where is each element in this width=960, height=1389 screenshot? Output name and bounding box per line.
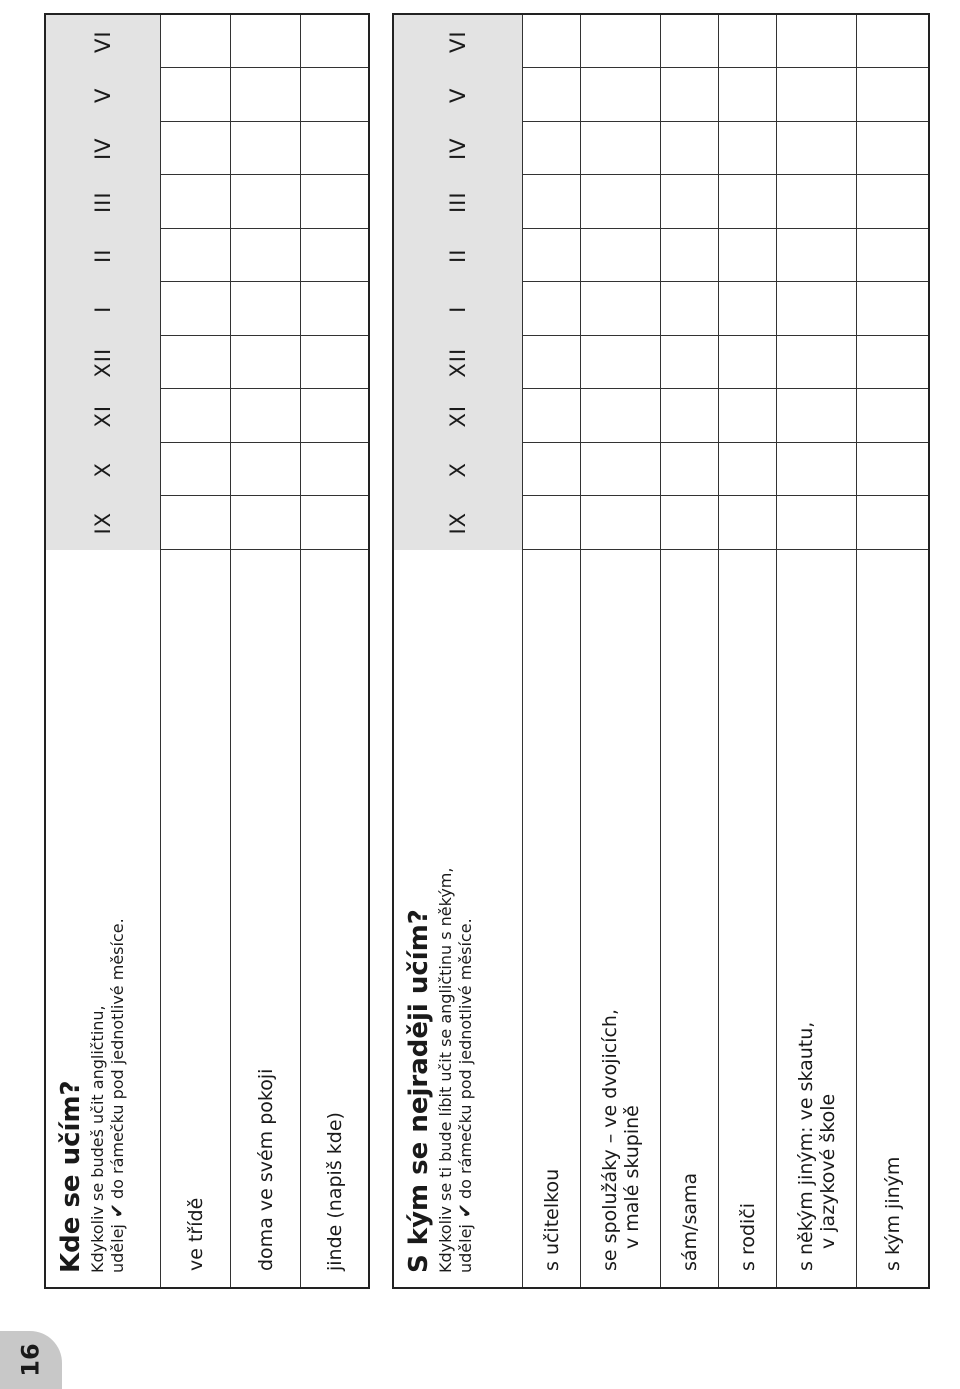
- checkbox-cell[interactable]: [161, 443, 230, 497]
- checkbox-cell[interactable]: [581, 122, 660, 176]
- where-month-headers: [46, 15, 160, 550]
- checkbox-cell[interactable]: [523, 69, 580, 123]
- where-instruction-line1: Kdykoliv se budeš učit angličtinu,: [88, 1005, 107, 1273]
- checkbox-cell[interactable]: [231, 390, 300, 444]
- checkbox-cell[interactable]: [301, 497, 368, 551]
- checkbox-cell[interactable]: [301, 176, 368, 230]
- month-header: VI: [446, 30, 470, 54]
- where-rows: [160, 15, 368, 1287]
- row-label: s kým jiným: [881, 1156, 904, 1271]
- month-header: IX: [446, 511, 470, 535]
- checkbox-cell[interactable]: [777, 283, 856, 337]
- with-whom-instruction-udelej: udělej: [456, 1224, 475, 1273]
- month-header: VI: [91, 30, 115, 54]
- checkbox-cell[interactable]: [661, 336, 718, 390]
- month-header: I: [446, 305, 470, 313]
- where-instruction-line2: [108, 564, 128, 1273]
- checkbox-cell[interactable]: [777, 336, 856, 390]
- row-label: s učitelkou: [540, 1168, 563, 1271]
- checkbox-cell[interactable]: [777, 229, 856, 283]
- checkbox-cell[interactable]: [301, 390, 368, 444]
- month-header: II: [91, 248, 115, 263]
- month-header: X: [91, 462, 115, 478]
- checkbox-cell[interactable]: [857, 69, 928, 123]
- with-whom-table: [392, 13, 930, 1289]
- checkmark-icon: ✔: [107, 1203, 128, 1219]
- checkbox-cell[interactable]: [231, 336, 300, 390]
- month-header: IV: [91, 137, 115, 161]
- checkbox-cell[interactable]: [231, 15, 300, 69]
- checkmark-icon: ✔: [455, 1203, 476, 1219]
- table-row: [660, 15, 718, 1287]
- checkbox-cell[interactable]: [719, 443, 776, 497]
- checkbox-cell[interactable]: [857, 390, 928, 444]
- checkbox-cell[interactable]: [523, 497, 580, 551]
- table-row: [230, 15, 300, 1287]
- where-instruction-rest: do rámečku pod jednotlivé měsíce.: [108, 918, 127, 1200]
- checkbox-cell[interactable]: [301, 283, 368, 337]
- with-whom-rows: [522, 15, 928, 1287]
- checkbox-cell[interactable]: [777, 176, 856, 230]
- checkbox-cell[interactable]: [857, 229, 928, 283]
- checkbox-cell[interactable]: [523, 122, 580, 176]
- checkbox-cell[interactable]: [581, 176, 660, 230]
- checkbox-cell[interactable]: [777, 69, 856, 123]
- row-label: s rodiči: [736, 1202, 759, 1271]
- where-header-text: [46, 550, 160, 1287]
- checkbox-cell[interactable]: [719, 336, 776, 390]
- checkbox-cell[interactable]: [857, 443, 928, 497]
- checkbox-cell[interactable]: [231, 122, 300, 176]
- checkbox-cell[interactable]: [719, 15, 776, 69]
- checkbox-cell[interactable]: [581, 229, 660, 283]
- checkbox-cell[interactable]: [581, 497, 660, 551]
- where-instruction-udelej: udělej: [108, 1224, 127, 1273]
- month-header: I: [91, 305, 115, 313]
- checkbox-cell[interactable]: [301, 69, 368, 123]
- checkbox-cell[interactable]: [581, 15, 660, 69]
- checkbox-cell[interactable]: [301, 229, 368, 283]
- row-label: sám/sama: [678, 1172, 701, 1271]
- month-header: III: [446, 191, 470, 214]
- month-header: XI: [446, 404, 470, 428]
- with-whom-title: S kým se nejraději učím?: [404, 909, 434, 1273]
- checkbox-cell[interactable]: [301, 15, 368, 69]
- checkbox-cell[interactable]: [661, 176, 718, 230]
- month-header: III: [91, 191, 115, 214]
- checkbox-cell[interactable]: [719, 69, 776, 123]
- checkbox-cell[interactable]: [523, 15, 580, 69]
- where-title: Kde se učím?: [56, 1080, 86, 1273]
- checkbox-cell[interactable]: [231, 69, 300, 123]
- checkbox-cell[interactable]: [581, 390, 660, 444]
- table-row: [856, 15, 928, 1287]
- row-label: se spolužáky – ve dvojicích, v malé skupině: [598, 1008, 643, 1271]
- with-whom-month-headers: [394, 15, 522, 550]
- checkbox-cell[interactable]: [161, 15, 230, 69]
- where-table-header: [46, 15, 160, 1287]
- checkbox-cell[interactable]: [301, 336, 368, 390]
- page-number: 16: [17, 1343, 45, 1377]
- with-whom-instruction-rest: do rámečku pod jednotlivé měsíce.: [456, 918, 475, 1200]
- checkbox-cell[interactable]: [231, 443, 300, 497]
- month-header: V: [446, 87, 470, 103]
- checkbox-cell[interactable]: [719, 229, 776, 283]
- checkbox-cell[interactable]: [719, 283, 776, 337]
- checkbox-cell[interactable]: [719, 122, 776, 176]
- checkbox-cell[interactable]: [523, 336, 580, 390]
- checkbox-cell[interactable]: [231, 283, 300, 337]
- checkbox-cell[interactable]: [231, 229, 300, 283]
- checkbox-cell[interactable]: [161, 336, 230, 390]
- with-whom-instruction-line2: [456, 564, 476, 1273]
- month-header: IX: [91, 511, 115, 535]
- checkbox-cell[interactable]: [857, 336, 928, 390]
- checkbox-cell[interactable]: [523, 443, 580, 497]
- month-header: V: [91, 87, 115, 103]
- checkbox-cell[interactable]: [581, 336, 660, 390]
- checkbox-cell[interactable]: [231, 176, 300, 230]
- checkbox-cell[interactable]: [777, 122, 856, 176]
- checkbox-cell[interactable]: [301, 443, 368, 497]
- checkbox-cell[interactable]: [661, 283, 718, 337]
- with-whom-table-header: [394, 15, 522, 1287]
- checkbox-cell[interactable]: [581, 283, 660, 337]
- checkbox-cell[interactable]: [661, 69, 718, 123]
- checkbox-cell[interactable]: [661, 390, 718, 444]
- with-whom-instruction-line1: Kdykoliv se ti bude líbit učit se angličtinu s někým,: [436, 867, 455, 1273]
- checkbox-cell[interactable]: [581, 443, 660, 497]
- checkbox-cell[interactable]: [523, 176, 580, 230]
- checkbox-cell[interactable]: [857, 497, 928, 551]
- checkbox-cell[interactable]: [161, 69, 230, 123]
- table-row: [522, 15, 580, 1287]
- checkbox-cell[interactable]: [661, 229, 718, 283]
- table-row: [580, 15, 660, 1287]
- row-label: jinde (napiš kde): [323, 1112, 346, 1271]
- checkbox-cell[interactable]: [661, 122, 718, 176]
- checkbox-cell[interactable]: [301, 122, 368, 176]
- month-header: II: [446, 248, 470, 263]
- checkbox-cell[interactable]: [161, 497, 230, 551]
- month-header: IV: [446, 137, 470, 161]
- month-header: XII: [446, 347, 470, 378]
- month-header: X: [446, 462, 470, 478]
- row-label: ve třídě: [184, 1197, 207, 1271]
- checkbox-cell[interactable]: [857, 176, 928, 230]
- checkbox-cell[interactable]: [231, 497, 300, 551]
- checkbox-cell[interactable]: [777, 390, 856, 444]
- checkbox-cell[interactable]: [523, 229, 580, 283]
- row-label: doma ve svém pokoji: [254, 1068, 277, 1271]
- table-row: [776, 15, 856, 1287]
- table-row: [300, 15, 368, 1287]
- with-whom-header-text: [394, 550, 522, 1287]
- where-i-learn-table: [44, 13, 370, 1289]
- checkbox-cell[interactable]: [523, 283, 580, 337]
- checkbox-cell[interactable]: [777, 443, 856, 497]
- month-header: XII: [91, 347, 115, 378]
- table-row: [718, 15, 776, 1287]
- checkbox-cell[interactable]: [161, 390, 230, 444]
- checkbox-cell[interactable]: [523, 390, 580, 444]
- page-number-tab: [0, 1331, 62, 1389]
- checkbox-cell[interactable]: [777, 15, 856, 69]
- month-header: XI: [91, 404, 115, 428]
- checkbox-cell[interactable]: [161, 229, 230, 283]
- checkbox-cell[interactable]: [161, 122, 230, 176]
- checkbox-cell[interactable]: [661, 15, 718, 69]
- checkbox-cell[interactable]: [161, 176, 230, 230]
- checkbox-cell[interactable]: [719, 497, 776, 551]
- checkbox-cell[interactable]: [857, 283, 928, 337]
- checkbox-cell[interactable]: [857, 122, 928, 176]
- row-label: s někým jiným: ve skautu, v jazykové škole: [794, 1021, 839, 1271]
- checkbox-cell[interactable]: [857, 15, 928, 69]
- checkbox-cell[interactable]: [719, 176, 776, 230]
- checkbox-cell[interactable]: [161, 283, 230, 337]
- checkbox-cell[interactable]: [581, 69, 660, 123]
- checkbox-cell[interactable]: [661, 497, 718, 551]
- checkbox-cell[interactable]: [719, 390, 776, 444]
- table-row: [160, 15, 230, 1287]
- checkbox-cell[interactable]: [777, 497, 856, 551]
- checkbox-cell[interactable]: [661, 443, 718, 497]
